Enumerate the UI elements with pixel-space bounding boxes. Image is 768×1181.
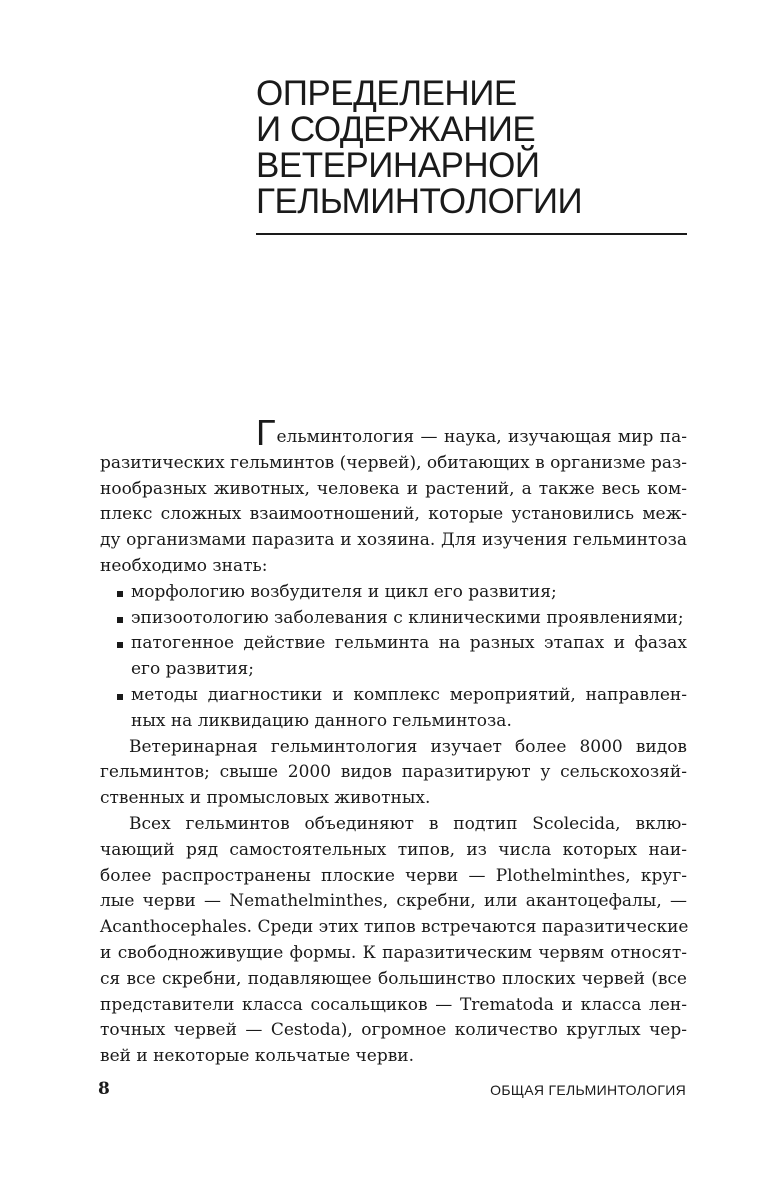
intro-line: необходимо знать:: [100, 555, 268, 576]
page-number: 8: [98, 1079, 110, 1099]
bullet-continuation: его развития;: [131, 659, 254, 680]
paragraph-line: вей и некоторые кольчатые черви.: [100, 1046, 415, 1067]
intro-first-line: [100, 412, 687, 453]
paragraph-line: точных червей — Cestoda), огромное количество круглых чер-: [100, 1020, 687, 1041]
bullet-text: эпизоотологию заболевания с клиническими проявлениями;: [131, 607, 684, 628]
paragraph-line: ственных и промысловых животных.: [100, 788, 431, 809]
drop-cap: Г: [256, 412, 276, 453]
paragraph-line: и свободноживущие формы. К паразитическим червям относят-: [100, 942, 687, 963]
bullet-text: методы диагностики и комплекс мероприятий, направлен-: [131, 684, 687, 705]
bullet-item: [100, 631, 687, 657]
paragraph-line: Ветеринарная гельминтология изучает более 8000 видов: [129, 736, 687, 757]
intro-line: плекс сложных взаимоотношений, которые установились меж-: [100, 504, 687, 525]
paragraph-line: гельминтов; свыше 2000 видов паразитируют у сельскохозяй-: [100, 762, 687, 783]
title-line: ВЕТЕРИНАРНОЙ: [256, 146, 540, 185]
running-title: ОБЩАЯ ГЕЛЬМИНТОЛОГИЯ: [490, 1082, 686, 1098]
title-rule: [256, 233, 687, 235]
bullet-item: [100, 580, 687, 606]
paragraph-line: Всех гельминтов объединяют в подтип Scolecida, вклю-: [129, 813, 687, 834]
intro-line: ду организмами паразита и хозяина. Для изучения гельминтоза: [100, 530, 687, 551]
title-line: ГЕЛЬМИНТОЛОГИИ: [256, 182, 583, 221]
bullet-text: патогенное действие гельминта на разных этапах и фазах: [131, 633, 687, 654]
paragraph-line: чающий ряд самостоятельных типов, из числа которых наи-: [100, 839, 687, 860]
bullet-square-icon: [117, 617, 123, 623]
bullet-item: [100, 606, 687, 632]
paragraph-line: более распространены плоские черви — Plothelminthes, круг-: [100, 865, 687, 886]
bullet-text: морфологию возбудителя и цикл его развития;: [131, 581, 557, 602]
body-text: [100, 412, 689, 1070]
paragraph-line: представители класса сосальщиков — Trematoda и класса лен-: [100, 994, 687, 1015]
intro-line: разитических гельминтов (червей), обитающих в организме раз-: [100, 452, 687, 473]
bullet-square-icon: [117, 642, 123, 648]
bullet-square-icon: [117, 694, 123, 700]
intro-first-text: ельминтология — наука, изучающая мир па-: [276, 427, 687, 447]
intro-line: нообразных животных, человека и растений, а также весь ком-: [100, 478, 687, 499]
chapter-title: [256, 76, 696, 220]
paragraph-line: лые черви — Nemathelminthes, скребни, или акантоцефалы, —: [100, 891, 687, 912]
paragraph-line: ся все скребни, подавляющее большинство плоских червей (все: [100, 968, 687, 989]
bullet-continuation: ных на ликвидацию данного гельминтоза.: [131, 710, 512, 731]
title-line: И СОДЕРЖАНИЕ: [256, 110, 536, 149]
title-line: ОПРЕДЕЛЕНИЕ: [256, 74, 517, 113]
bullet-square-icon: [117, 591, 123, 597]
bullet-item: [100, 683, 687, 709]
paragraph-line: Acanthocephales. Среди этих типов встречаются паразитические: [100, 917, 689, 938]
